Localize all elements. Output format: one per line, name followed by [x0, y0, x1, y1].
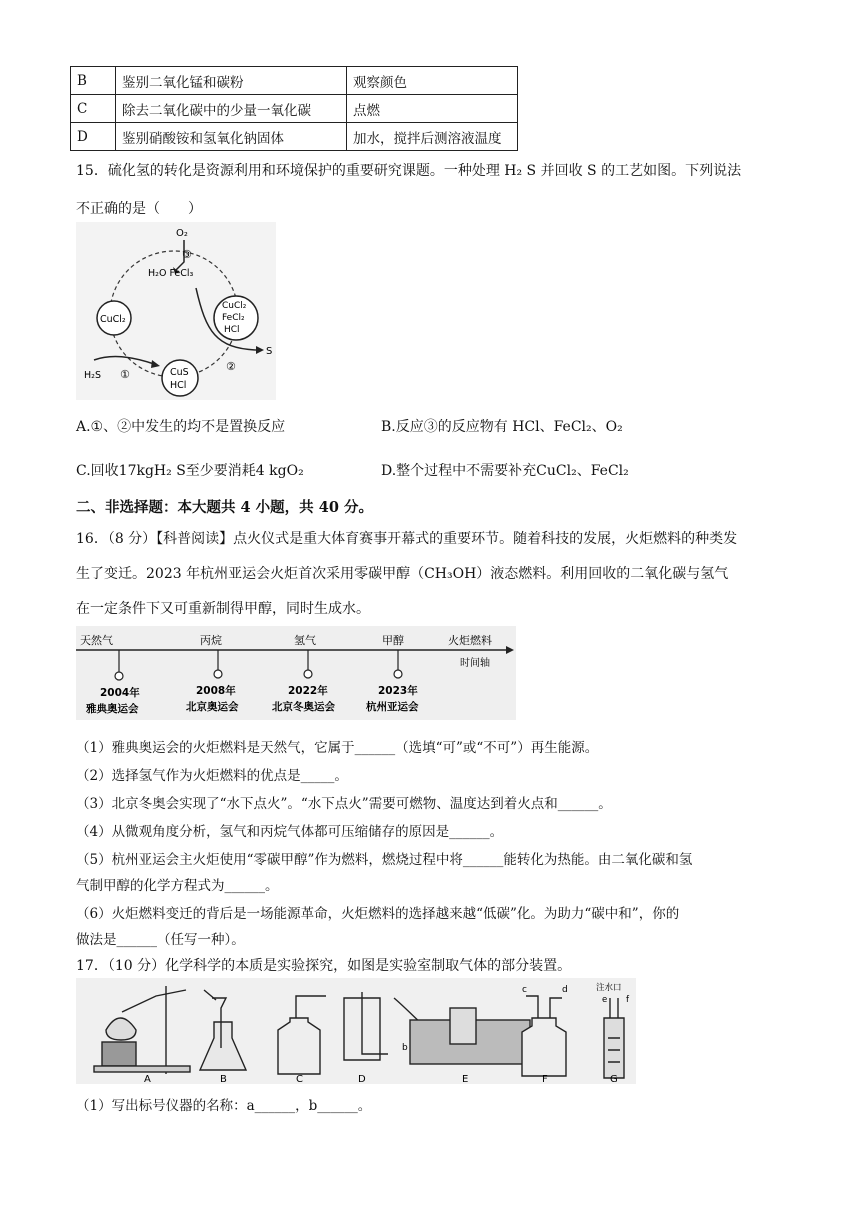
section2-heading: 二、非选择题：本大题共 4 小题，共 40 分。	[76, 499, 373, 516]
torch-fuel-timeline	[76, 626, 516, 720]
cucl2-label: CuCl₂	[100, 314, 126, 325]
options-table	[70, 66, 518, 151]
timeline-dot	[394, 670, 402, 678]
event-hangzhou: 杭州亚运会	[366, 701, 419, 713]
year-2008: 2008年	[196, 685, 236, 697]
lab-apparatus-figure	[76, 978, 636, 1084]
right-circle-line2: FeCl₂	[222, 313, 245, 323]
q17-sub1: （1）写出标号仪器的名称：a______，b______。	[76, 1098, 372, 1114]
timeline-axis-sub: 时间轴	[460, 658, 490, 669]
apparatus-label-e: E	[462, 1074, 469, 1084]
mark-d: d	[562, 985, 568, 995]
q16-sub6-line2: 做法是______（任写一种）。	[76, 932, 245, 948]
q15-stem-line1: 15．硫化氢的转化是资源利用和环境保护的重要研究课题。一种处理 H₂ S 并回收 S 的工艺如图。下列说法	[76, 163, 742, 179]
mark-water-inlet: 注水口	[596, 983, 622, 993]
apparatus-label-b: B	[220, 1074, 227, 1084]
right-circle-line3: HCl	[224, 325, 240, 335]
fuel-methanol: 甲醇	[382, 634, 404, 647]
apparatus-label-d: D	[358, 1074, 366, 1084]
year-2023: 2023年	[378, 685, 418, 697]
fuel-propane: 丙烷	[200, 634, 222, 647]
q16-sub4: （4）从微观角度分析，氢气和丙烷气体都可压缩储存的原因是______。	[76, 824, 504, 840]
year-2022: 2022年	[288, 685, 328, 697]
mark-c: c	[522, 985, 527, 995]
apparatus-label-c: C	[296, 1074, 303, 1084]
row-purpose: 除去二氧化碳中的少量一氧化碳	[116, 95, 347, 123]
apparatus-label-f: F	[542, 1074, 548, 1084]
timeline-axis-title: 火炬燃料	[448, 634, 492, 647]
row-method: 观察颜色	[347, 67, 518, 95]
mark-f: f	[626, 995, 629, 1005]
year-2004: 2004年	[100, 687, 140, 699]
q16-sub6-line1: （6）火炬燃料变迁的背后是一场能源革命，火炬燃料的选择越来越“低碳”化。为助力“碳中和”，你的	[76, 906, 680, 922]
row-letter: B	[71, 67, 116, 95]
step1-label: ①	[120, 368, 130, 381]
apparatus-label-g: G	[610, 1074, 618, 1084]
q16-sub5-line1: （5）杭州亚运会主火炬使用“零碳甲醇”作为燃料，燃烧过程中将______能转化为热能。由二氧化碳和氢	[76, 852, 693, 868]
apparatus-label-a: A	[144, 1074, 151, 1084]
row-purpose: 鉴别二氧化锰和碳粉	[116, 67, 347, 95]
bottom-circle-line1: CuS	[170, 367, 189, 378]
row-purpose: 鉴别硝酸铵和氢氧化钠固体	[116, 123, 347, 151]
event-athens: 雅典奥运会	[86, 703, 139, 715]
q15-option-c: C.回收17kgH₂ S至少要消耗4 kgO₂	[76, 463, 304, 479]
event-beijing-winter: 北京冬奥运会	[272, 701, 335, 713]
row-method: 加水，搅拌后测溶液温度	[347, 123, 518, 151]
q16-sub2: （2）选择氢气作为火炬燃料的优点是_____。	[76, 768, 348, 784]
bottom-circle-line2: HCl	[170, 380, 187, 391]
step3-label: ③	[182, 248, 192, 261]
table-row	[71, 95, 518, 123]
row-letter: D	[71, 123, 116, 151]
q16-stem-line1: 16．（8 分）【科普阅读】点火仪式是重大体育赛事开幕式的重要环节。随着科技的发展，火炬燃料的种类发	[76, 531, 738, 547]
q15-option-a: A.①、②中发生的均不是置换反应	[76, 419, 286, 435]
table-row	[71, 67, 518, 95]
q16-stem-line2: 生了变迁。2023 年杭州亚运会火炬首次采用零碳甲醇（CH₃OH）液态燃料。利用回收的二氧化碳与氢气	[76, 566, 729, 582]
fuel-natural-gas: 天然气	[80, 634, 113, 647]
row-letter: C	[71, 95, 116, 123]
h2s-process-diagram	[76, 222, 276, 400]
timeline-dot	[304, 670, 312, 678]
h2s-label: H₂S	[84, 370, 101, 381]
table-row	[71, 123, 518, 151]
q16-sub5-line2: 气制甲醇的化学方程式为______。	[76, 878, 279, 894]
q15-stem-line2: 不正确的是（ ）	[76, 201, 202, 217]
q15-option-d: D.整个过程中不需要补充CuCl₂、FeCl₂	[381, 463, 629, 479]
q16-sub1: （1）雅典奥运会的火炬燃料是天然气，它属于______（选填“可”或“不可”）再生能源。	[76, 740, 599, 756]
fuel-hydrogen: 氢气	[294, 634, 316, 647]
mark-e: e	[602, 995, 608, 1005]
mark-b: b	[402, 1043, 408, 1053]
timeline-dot	[115, 672, 123, 680]
apparatus-a-lamp	[102, 1042, 136, 1066]
s-label: S	[266, 346, 273, 357]
event-beijing: 北京奥运会	[186, 701, 239, 713]
timeline-dot	[214, 670, 222, 678]
h2o-fecl3-label: H₂O FeCl₃	[148, 268, 194, 279]
right-circle-line1: CuCl₂	[222, 301, 247, 311]
q16-sub3: （3）北京冬奥会实现了“水下点火”。“水下点火”需要可燃物、温度达到着火点和______。	[76, 796, 612, 812]
q15-option-b: B.反应③的反应物有 HCl、FeCl₂、O₂	[381, 419, 623, 435]
o2-label: O₂	[176, 228, 188, 239]
row-method: 点燃	[347, 95, 518, 123]
step2-label: ②	[226, 360, 236, 373]
apparatus-g-device	[604, 1018, 624, 1078]
apparatus-c-bottle	[278, 1018, 320, 1074]
q16-stem-line3: 在一定条件下又可重新制得甲醇，同时生成水。	[76, 601, 370, 617]
q17-stem: 17．（10 分）化学科学的本质是实验探究，如图是实验室制取气体的部分装置。	[76, 958, 572, 974]
